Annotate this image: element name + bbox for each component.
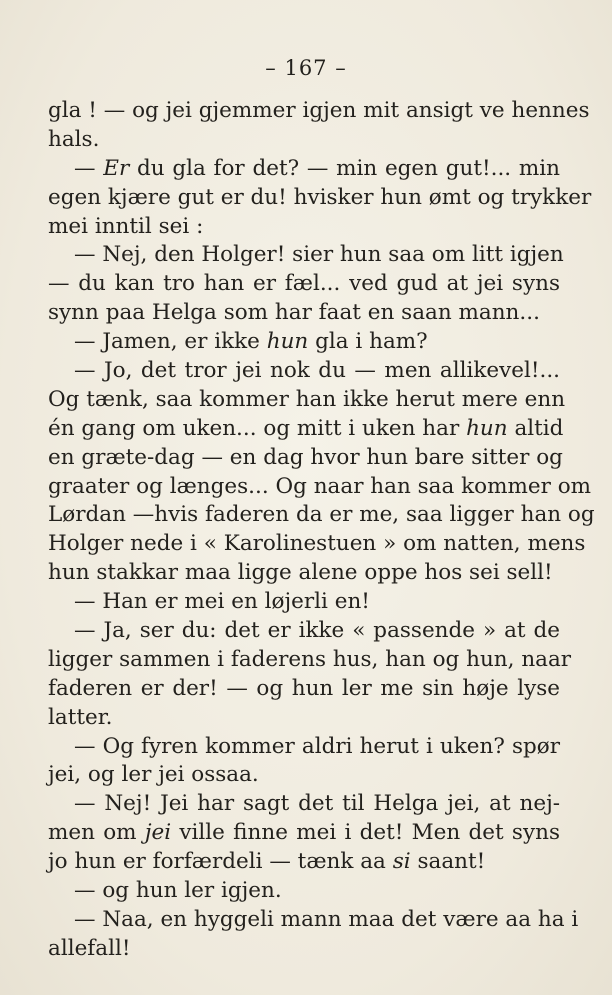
text-line [48,906,579,935]
text-segment: en græte-dag — en dag hvor hun bare sitter og [48,444,563,470]
text-segment: — Naa, en hyggeli mann maa det være aa ha i [74,906,579,932]
text-segment: men om [48,820,145,846]
text-segment: hals. [48,126,100,152]
text-segment: saant! [410,849,486,875]
text-line [48,270,560,299]
text-segment: gla ! — og jei gjemmer igjen mit ansigt ve hennes [48,98,590,123]
text-segment: én gang om uken... og mitt i uken har [48,415,467,441]
italic-text: hun [466,415,508,441]
text-line [48,328,560,357]
text-line [48,646,572,675]
text-segment: — Nej, den Holger! sier hun saa om litt igjen [74,242,564,268]
text-segment: — Jamen, er ikke [74,329,267,355]
text-segment: hun stakkar maa ligge alene oppe hos sei sell! [48,560,553,586]
text-line [48,357,560,386]
italic-text: jei [144,820,172,846]
text-segment: synn paa Helga som har faat en saan mann... [48,300,540,326]
text-segment: — Ja, ser du: det er ikke « passende » at de [74,618,560,644]
text-line [48,935,560,964]
text-line [48,386,566,415]
text-line [48,184,592,213]
text-segment: ligger sammen i faderens hus, han og hun, naar [48,646,572,672]
text-line [48,617,560,646]
text-line [48,733,560,762]
text-segment: altid [507,415,564,441]
text-segment: — Og fyren kommer aldri herut i uken? spør [74,733,560,759]
text-line [48,155,560,184]
text-line [48,501,595,530]
text-segment: latter. [48,704,113,730]
body-text [48,97,595,964]
text-line [48,704,560,733]
text-segment: Lørdan —hvis faderen da er me, saa ligger han og [48,502,595,528]
italic-text: hun [266,329,309,355]
text-segment: — og hun ler igjen. [74,878,282,904]
text-segment: Og tænk, saa kommer han ikke herut mere enn [48,386,566,412]
text-line [48,241,564,270]
text-line [48,819,560,848]
text-segment: — Nej! Jei har sagt det til Helga jei, at nej- [74,791,560,817]
text-line [48,126,560,155]
text-line [48,790,560,819]
text-line [48,415,564,444]
text-line [48,530,586,559]
text-line [48,473,592,502]
text-line [48,299,560,328]
text-line [48,97,590,126]
text-line [48,848,560,877]
text-line [48,444,563,473]
page-number: – 167 – [265,56,347,80]
text-line [48,675,560,704]
text-segment: mei inntil sei : [48,213,204,239]
text-line [48,559,560,588]
text-line [48,588,560,617]
text-segment: allefall! [48,935,131,961]
italic-text: si [392,849,411,875]
text-segment: — du kan tro han er fæl... ved gud at jei syns [48,271,560,297]
text-segment: Holger nede i « Karolinestuen » om natten, mens [48,531,586,557]
text-segment: — [74,155,104,181]
text-segment: — Jo, det tror jei nok du — men allikevel!... [74,358,560,384]
text-segment: jo hun er forfærdeli — tænk aa [48,849,393,875]
text-segment: ville finne mei i det! Men det syns [171,820,560,846]
text-line [48,761,560,790]
text-segment: graater og længes... Og naar han saa kommer om [48,473,592,499]
text-line [48,877,560,906]
text-segment: jei, og ler jei ossaa. [48,762,259,788]
text-segment: egen kjære gut er du! hvisker hun ømt og trykker [48,184,592,210]
text-segment: faderen er der! — og hun ler me sin høje lyse [48,675,560,701]
text-segment: gla i ham? [308,329,428,355]
text-line [48,213,560,242]
text-segment: — Han er mei en løjerli en! [74,589,370,615]
italic-text: Er [103,155,130,181]
text-segment: du gla for det? — min egen gut!... min [129,155,560,181]
